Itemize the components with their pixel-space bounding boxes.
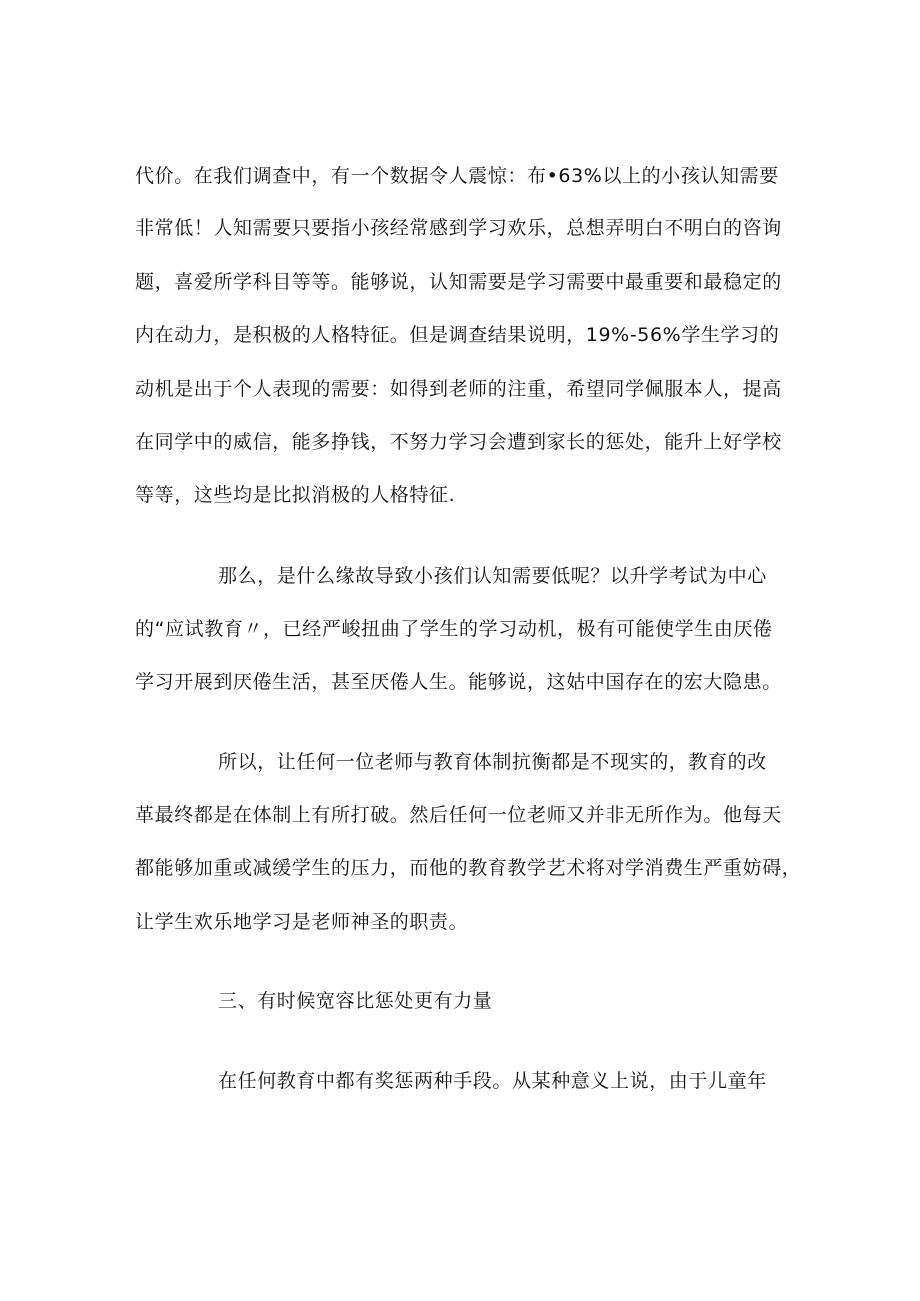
paragraph-1-line-2: 非常低！人知需要只要指小孩经常感到学习欢乐，总想弄明白不明白的咨询 [135, 217, 782, 239]
paragraph-1-line-1: 代价。在我们调查中，有一个数据令人震惊：布•63%以上的小孩认知需要 [135, 165, 779, 187]
paragraph-1-line-4: 内在动力，是积极的人格特征。但是调查结果说明，19%-56%学生学习的 [135, 324, 780, 346]
paragraph-3-line-1: 所以，让任何一位老师与教育体制抗衡都是不现实的，教育的改 [218, 751, 767, 773]
paragraph-2-line-1: 那么，是什么缘故导致小孩们认知需要低呢？以升学考试为中心 [218, 565, 767, 587]
paragraph-1-line-3: 题，喜爱所学科目等等。能够说，认知需要是学习需要中最重要和最稳定的 [135, 271, 782, 293]
paragraph-3-line-3: 都能够加重或减缓学生的压力，而他的教育教学艺术将对学消费生严重妨碍， [135, 857, 802, 879]
paragraph-4-line-1: 在任何教育中都有奖惩两种手段。从某种意义上说，由于儿童年 [218, 1070, 767, 1092]
paragraph-1-line-6: 在同学中的威信，能多挣钱，不努力学习会遭到家长的惩处，能升上好学校 [135, 431, 782, 453]
paragraph-1-line-5: 动机是出于个人表现的需要：如得到老师的注重，希望同学佩服本人，提高 [135, 378, 782, 400]
paragraph-3-line-4: 让学生欢乐地学习是老师神圣的职责。 [135, 911, 469, 933]
paragraph-2-line-3: 学习开展到厌倦生活，甚至厌倦人生。能够说，这姑中国存在的宏大隐患。 [135, 671, 782, 693]
paragraph-2-line-2: 的“应试教育〃，已经严峻扭曲了学生的学习动机，极有可能使学生由厌倦 [135, 618, 773, 640]
section-heading: 三、有时候宽容比惩处更有力量 [218, 990, 493, 1012]
paragraph-1-line-7: 等等，这些均是比拟消极的人格特征. [135, 484, 456, 506]
paragraph-3-line-2: 革最终都是在体制上有所打破。然后任何一位老师又并非无所作为。他每天 [135, 804, 782, 826]
